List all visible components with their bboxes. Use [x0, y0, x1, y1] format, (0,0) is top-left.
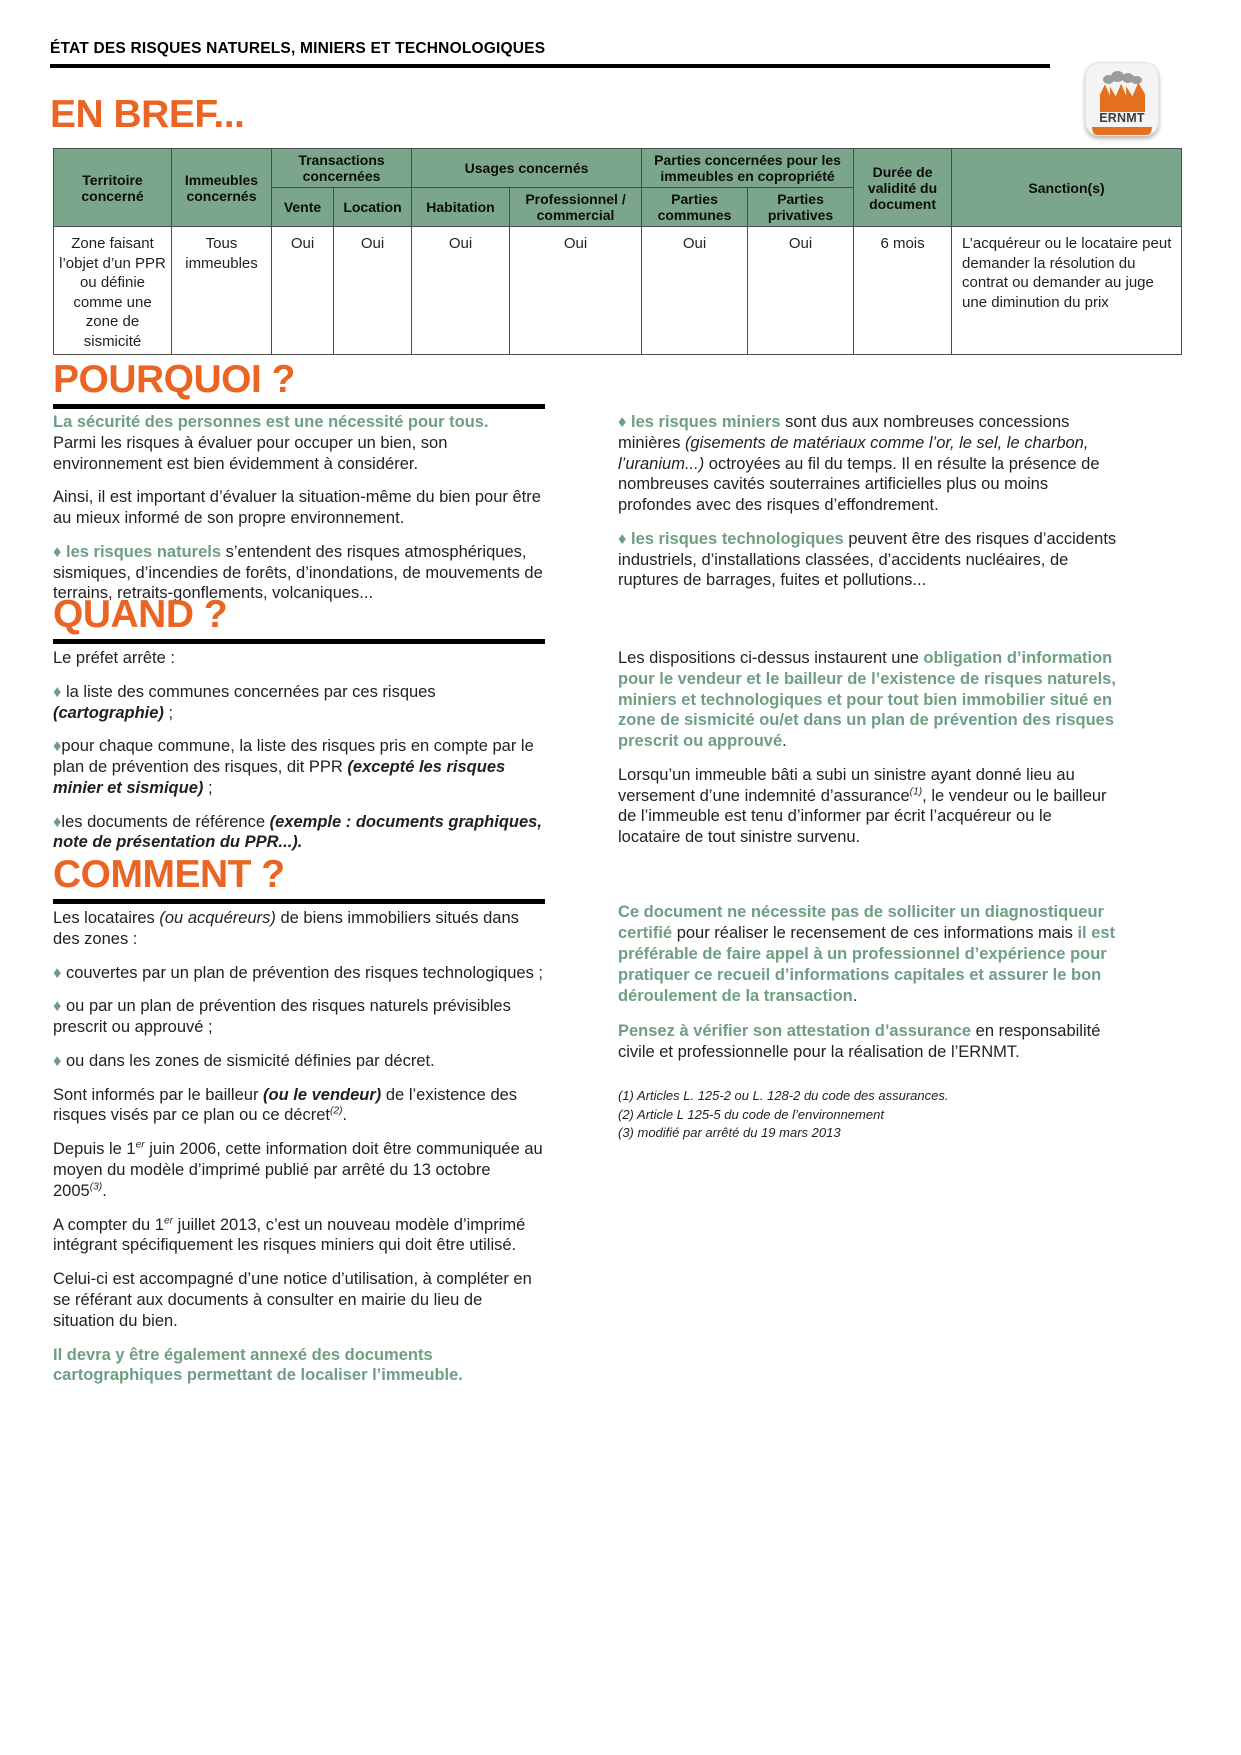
th-vente: Vente [272, 188, 334, 227]
comment-bullet-3: ♦ ou dans les zones de sismicité définies par décret. [53, 1051, 435, 1070]
footnote-2: (2) Article L 125-5 du code de l’environnement [618, 1106, 884, 1122]
comment-paragraph-informes: Sont informés par le bailleur (ou le vendeur) de l’existence des risques visés par ce plan ou ce décret$^{(2)}$. [53, 1085, 518, 1125]
quand-bullet-2: ♦pour chaque commune, la liste des risques pris en compte par le plan de prévention des risques, dit PPR (excepté les risques minier et sismique) ; [53, 737, 534, 797]
cell-professionnel: Oui [510, 227, 642, 355]
th-location: Location [334, 188, 412, 227]
th-usages: Usages concernés [412, 149, 642, 188]
th-duree-validite: Durée de validité du document [854, 149, 952, 227]
comment-bullet-2: ♦ ou par un plan de prévention des risques naturels prévisibles prescrit ou approuvé ; [53, 997, 511, 1037]
quand-right-column [618, 648, 1118, 848]
footnote-1: (1) Articles L. 125-2 ou L. 128-2 du code des assurances. [618, 1087, 949, 1103]
comment-paragraph-cartographique: Il devra y être également annexé des documents cartographiques permettant de localiser l’immeuble. [53, 1345, 463, 1385]
ordinal-er-1: er [135, 1139, 145, 1151]
comment-right-column [618, 902, 1118, 1143]
cell-habitation: Oui [412, 227, 510, 355]
footnote-ref-1: (1) [909, 786, 923, 798]
brief-table-container [53, 148, 1181, 355]
quand-left-column [53, 648, 543, 853]
logo-base-bar [1092, 127, 1152, 136]
diamond-bullet-icon: ♦ [53, 997, 62, 1016]
pourquoi-bullet-miniers: ♦ les risques miniers sont dus aux nombreuses concessions minières (gisements de matériaux comme l’or, le sel, le charbon, l’uranium...) octroyées au fil du temps. Il en résulte la présence de nombreuses cavités souterraines artificielles plus ou moins profondes avec des risques d’effondrement. [618, 413, 1100, 515]
diamond-bullet-icon: ♦ [53, 682, 62, 701]
brief-table [53, 148, 1182, 355]
diamond-bullet-icon: ♦ [53, 1051, 62, 1070]
ernmt-logo [1085, 62, 1159, 136]
th-habitation: Habitation [412, 188, 510, 227]
quand-bullet-3: ♦les documents de référence (exemple : documents graphiques, note de présentation du PPR...). [53, 812, 542, 852]
factory-icon [1100, 82, 1145, 112]
section-title-en-bref: EN BREF... [50, 93, 245, 136]
th-transactions: Transactions concernées [272, 149, 412, 188]
section-title-pourquoi: POURQUOI ? [53, 358, 296, 401]
cell-duree: 6 mois [854, 227, 952, 355]
table-row [54, 227, 1182, 355]
document-kicker: ÉTAT DES RISQUES NATURELS, MINIERS ET TECHNOLOGIQUES [50, 40, 546, 57]
comment-paragraph-notice: Celui-ci est accompagné d’une notice d’utilisation, à compléter en se référant aux documents à consulter en mairie du lieu de situation du bien. [53, 1270, 532, 1330]
section-comment-heading [53, 855, 545, 904]
section-pourquoi-heading [53, 360, 545, 409]
section-title-comment: COMMENT ? [53, 853, 285, 896]
comment-bullet-1: ♦ couvertes par un plan de prévention des risques technologiques ; [53, 963, 543, 982]
th-parties-privatives: Parties privatives [748, 188, 854, 227]
table-header-row-1 [54, 149, 1182, 188]
diamond-bullet-icon: ♦ [53, 812, 62, 831]
comment-attestation-paragraph: Pensez à vérifier son attestation d’assurance en responsabilité civile et professionnelle pour la réalisation de l’ERNMT. [618, 1021, 1101, 1061]
quand-intro: Le préfet arrête : [53, 649, 175, 667]
th-immeubles: Immeubles concernés [172, 149, 272, 227]
pourquoi-bullet-technologiques: ♦ les risques technologiques peuvent être des risques d’accidents industriels, d’installations classées, d’accidents nucléaires, de ruptures de barrages, fuites et pollutions... [618, 529, 1117, 590]
th-parties-copropriete: Parties concernées pour les immeubles en copropriété [642, 149, 854, 188]
footnote-ref-3: (3) [89, 1181, 103, 1193]
pourquoi-left-column [53, 412, 543, 604]
section-title-quand: QUAND ? [53, 593, 228, 636]
footnotes-block [618, 1087, 1118, 1144]
pourquoi-bullet-naturels: ♦ les risques naturels s’entendent des risques atmosphériques, sismiques, d’incendies de forêts, d’inondations, de mouvements de terrains, retraits-gonflements, volcaniques... [53, 542, 543, 603]
diamond-bullet-icon: ♦ [618, 529, 632, 548]
diamond-bullet-icon: ♦ [618, 413, 632, 431]
header-divider [50, 64, 1050, 68]
section-quand-heading [53, 595, 545, 644]
pourquoi-right-column [618, 412, 1118, 591]
comment-intro: Les locataires (ou acquéreurs) de biens immobiliers situés dans des zones : [53, 909, 519, 948]
pourquoi-lead: La sécurité des personnes est une nécessité pour tous. Parmi les risques à évaluer pour occuper un bien, son environnement est bien évidemment à considérer. [53, 413, 489, 473]
section-en-bref-heading [50, 95, 1050, 134]
th-parties-communes: Parties communes [642, 188, 748, 227]
quand-divider [53, 639, 545, 644]
quand-sinistre-paragraph: Lorsqu’un immeuble bâti a subi un sinistre ayant donné lieu au versement d’une indemnité d’assurance$^{(1)}$, le vendeur ou le bailleur de l’immeuble est tenu d’informer par écrit l’acquéreur ou le locataire de tout sinistre survenu. [618, 765, 1107, 847]
th-professionnel: Professionnel / commercial [510, 188, 642, 227]
cell-vente: Oui [272, 227, 334, 355]
th-territoire: Territoire concerné [54, 149, 172, 227]
cell-territoire: Zone faisant l’objet d’un PPR ou définie comme une zone de sismicité [54, 227, 172, 355]
diamond-bullet-icon: ♦ [53, 542, 67, 561]
cell-parties-communes: Oui [642, 227, 748, 355]
diamond-bullet-icon: ♦ [53, 737, 62, 756]
comment-divider [53, 899, 545, 904]
cell-location: Oui [334, 227, 412, 355]
quand-obligation-paragraph: Les dispositions ci-dessus instaurent une obligation d’information pour le vendeur et le bailleur de l’existence de risques naturels, miniers et technologiques et pour tout bien immobilier situé en zone de sismicité ou/et dans un plan de prévention des risques prescrit ou approuvé. [618, 649, 1116, 751]
cell-immeubles: Tous immeubles [172, 227, 272, 355]
smoke-icon [1103, 71, 1143, 84]
cell-parties-privatives: Oui [748, 227, 854, 355]
document-header [50, 40, 1050, 68]
comment-diagnostiqueur-paragraph: Ce document ne nécessite pas de solliciter un diagnostiqueur certifié pour réaliser le recensement de ces informations mais il est préférable de faire appel à un professionnel d’expérience pour pratiquer ce recueil d’informations capitales et assurer le bon déroulement de la transaction. [618, 903, 1116, 1006]
cell-sanction: L’acquéreur ou le locataire peut demander la résolution du contrat ou demander au juge une diminution du prix [952, 227, 1182, 355]
pourquoi-paragraph-2: Ainsi, il est important d’évaluer la situation-même du bien pour être au mieux informé de son propre environnement. [53, 488, 541, 528]
logo-label: ERNMT [1099, 111, 1145, 125]
comment-paragraph-2006: Depuis le 1er juin 2006, cette information doit être communiquée au moyen du modèle d’imprimé publié par arrêté du 13 octobre 2005$^{(3)}$. [53, 1139, 543, 1200]
comment-left-column [53, 908, 543, 1386]
comment-paragraph-2013: A compter du 1er juillet 2013, c’est un nouveau modèle d’imprimé intégrant spécifiquement les risques miniers qui doit être utilisé. [53, 1215, 526, 1255]
footnote-ref-2: (2) [329, 1105, 343, 1117]
ordinal-er-2: er [163, 1215, 174, 1227]
quand-bullet-1: ♦ la liste des communes concernées par ces risques (cartographie) ; [53, 682, 436, 722]
footnote-3: (3) modifié par arrêté du 19 mars 2013 [618, 1125, 841, 1141]
diamond-bullet-icon: ♦ [53, 963, 62, 982]
th-sanctions: Sanction(s) [952, 149, 1182, 227]
pourquoi-divider [53, 404, 545, 409]
